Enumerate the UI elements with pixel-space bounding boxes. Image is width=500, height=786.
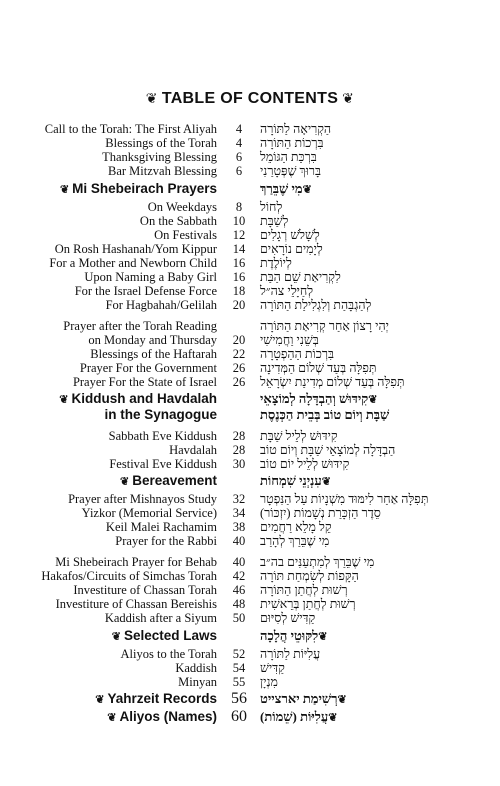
entry-page-number: 40 (232, 534, 246, 548)
entry-page-number: 16 (232, 270, 246, 284)
entry-page-number: 16 (232, 256, 246, 270)
entry-page-number: 22 (232, 347, 246, 361)
ornament-icon: ❦ (95, 694, 105, 706)
section-english-title (104, 406, 217, 424)
ornament-left-icon: ❦ (145, 90, 158, 106)
ornament-icon: ❦ (111, 631, 121, 643)
entry-hebrew-title: הַקְרִיאָה לַתּוֹרָה (260, 122, 332, 136)
entry-english-title: Festival Eve Kiddush (109, 457, 217, 471)
entry-hebrew-title: רְשׁוּת לְחֲתַן בְּרֵאשִׁית (260, 597, 356, 611)
entry-english-title: on Monday and Thursday (88, 333, 217, 347)
entry-page-number: 26 (232, 375, 246, 389)
entry-english-title: On Festivals (154, 228, 217, 242)
entry-hebrew-title: תְּפִלָּה בְּעַד שְׁלוֹם הַמְּדִינָה (260, 361, 377, 375)
entry-hebrew-title: בָּרוּךְ שֶׁפְּטָרַנִי (260, 164, 322, 178)
entry-hebrew-title: קַדִּישׁ לְסִיּוּם (260, 611, 316, 625)
entry-page-number: 26 (232, 361, 246, 375)
ornament-icon: ❦ (119, 476, 130, 488)
entry-english-title: Prayer for the Rabbi (115, 534, 217, 548)
entry-page-number: 38 (232, 520, 246, 534)
section-heading[interactable] (0, 690, 500, 708)
ornament-icon: ❦ (368, 394, 378, 406)
section-english-text: Selected Laws (123, 628, 217, 643)
entry-hebrew-title: קַדִּישׁ (260, 661, 285, 675)
entry-english-title: Keil Malei Rachamim (105, 520, 217, 534)
toc-entry[interactable] (0, 533, 500, 549)
ornament-icon: ❦ (321, 476, 331, 488)
entry-page-number: 20 (232, 298, 246, 312)
entry-hebrew-title: סֵדֶר הַזְכָּרַת נְשָׁמוֹת (יִזְכּוֹר) (260, 506, 381, 520)
entry-english-title: On Rosh Hashanah/Yom Kippur (54, 242, 217, 256)
entry-english-title: Kaddish after a Siyum (104, 611, 217, 625)
entry-hebrew-title: בְּשֵׁנִי וַחֲמִישִׁי (260, 333, 319, 347)
section-hebrew-title (260, 406, 389, 424)
entry-english-title: Thanksgiving Blessing (102, 150, 217, 164)
section-english-text: in the Synagogue (104, 407, 217, 422)
entry-hebrew-title: תְּפִלָּה בְּעַד שְׁלוֹם מְדִינַת יִשְׂרָאֵל (260, 375, 405, 389)
entry-english-title: Prayer For the Government (79, 361, 217, 375)
entry-english-title: On Weekdays (147, 200, 217, 214)
entry-english-title: Mi Shebeirach Prayer for Behab (55, 555, 217, 569)
entry-english-title: Prayer after the Torah Reading (63, 319, 217, 333)
section-hebrew-text: עִנְיְנֵי שִׁמְחוֹת (260, 473, 322, 488)
section-heading[interactable] (0, 180, 500, 198)
ornament-icon: ❦ (328, 712, 338, 724)
ornament-right-icon: ❦ (342, 90, 355, 106)
section-english-text: Mi Shebeirach Prayers (72, 181, 217, 196)
entry-english-title: Blessings of the Torah (105, 136, 217, 150)
toc-title (0, 90, 500, 108)
entry-hebrew-title: לְחַיָּלֵי צה״ל (260, 284, 314, 298)
entry-hebrew-title: קִידּוּשׁ לְלֵיל שַׁבָּת (260, 429, 338, 443)
section-hebrew-title (260, 627, 330, 646)
section-hebrew-text: קִידּוּשׁ וְהַבְדָּלָה לְמוֹצָאֵי (260, 391, 369, 406)
section-hebrew-text: רְשִׁימַת יארצייט (260, 691, 338, 706)
entry-english-title: Havdalah (169, 443, 217, 457)
entry-hebrew-title: לְיָמִים נוֹרָאִים (260, 242, 323, 256)
entry-english-title: Prayer after Mishnayos Study (68, 492, 217, 506)
section-hebrew-title (260, 472, 334, 491)
section-hebrew-text: מִי שֶׁבֵּרַךְ (260, 181, 303, 196)
title-text: TABLE OF CONTENTS (161, 90, 339, 107)
section-hebrew-title (260, 180, 315, 199)
entry-english-title: Yizkor (Memorial Service) (81, 506, 217, 520)
entry-english-title: For Hagbahah/Gelilah (105, 298, 217, 312)
section-hebrew-title (260, 708, 340, 727)
section-heading[interactable] (0, 708, 500, 726)
entry-page-number: 30 (232, 457, 246, 471)
toc-entry[interactable] (0, 163, 500, 179)
ornament-icon: ❦ (318, 631, 328, 643)
entry-english-title: Hakafos/Circuits of Simchas Torah (41, 569, 217, 583)
section-heading[interactable] (0, 627, 500, 645)
entry-page-number: 28 (232, 429, 246, 443)
ornament-icon: ❦ (59, 394, 69, 406)
section-page-number: 56 (231, 690, 247, 707)
entry-english-title: On the Sabbath (139, 214, 217, 228)
entry-hebrew-title: מִנְיָן (260, 675, 278, 689)
entry-hebrew-title: בִּרְכוֹת הַתּוֹרָה (260, 136, 324, 150)
entry-page-number: 6 (235, 164, 243, 178)
entry-hebrew-title: תְּפִלָּה אַחַר לִימּוּד מִשְׁנָיוֹת עַל הַנִּפְטָר (260, 492, 429, 506)
entry-page-number: 6 (235, 150, 243, 164)
entry-hebrew-title: עֲלִיּוֹת לַתּוֹרָה (260, 647, 321, 661)
entry-page-number: 34 (232, 506, 246, 520)
section-heading[interactable] (0, 472, 500, 490)
entry-page-number: 4 (235, 122, 243, 136)
section-hebrew-text: עֲלִיּוֹת (שֵׁמוֹת) (260, 709, 329, 724)
toc-entry[interactable] (0, 610, 500, 626)
entry-hebrew-title: מִי שֶׁבֵּרַךְ לְהָרַב (260, 534, 330, 548)
entry-page-number: 48 (232, 597, 246, 611)
entry-english-title: Investiture of Chassan Torah (73, 583, 217, 597)
entry-english-title: Minyan (178, 675, 217, 689)
ornament-icon: ❦ (302, 184, 312, 196)
ornament-icon: ❦ (337, 694, 347, 706)
section-english-title (60, 180, 217, 199)
entry-hebrew-title: בִּרְכַּת הַגּוֹמֵל (260, 150, 317, 164)
entry-hebrew-title: לְהַגְבָּהַת וְלִגְלִילַת הַתּוֹרָה (260, 298, 372, 312)
entry-hebrew-title: לְשָׁלֹשׁ רְגָלִים (260, 228, 320, 242)
entry-english-title: Prayer For the State of Israel (72, 375, 217, 389)
entry-hebrew-title: קִידּוּשׁ לְלֵיל יוֹם טוֹב (260, 457, 350, 471)
entry-english-title: Bar Mitzvah Blessing (107, 164, 217, 178)
section-english-title (112, 627, 217, 646)
entry-page-number: 18 (232, 284, 246, 298)
ornament-icon: ❦ (59, 184, 70, 196)
entry-hebrew-title: הַבְדָּלָה לְמוֹצָאֵי שַׁבָּת וְיוֹם טוֹב (260, 443, 396, 457)
entry-page-number: 42 (232, 569, 246, 583)
section-english-title (120, 472, 217, 491)
entry-page-number: 40 (232, 555, 246, 569)
entry-hebrew-title: לִקְרִיאַת שֵׁם הַבַּת (260, 270, 341, 284)
section-english-text: Bereavement (132, 473, 217, 488)
entry-page-number: 10 (232, 214, 246, 228)
entry-english-title: Kaddish (175, 661, 217, 675)
entry-page-number: 55 (232, 675, 246, 689)
entry-page-number: 52 (232, 647, 246, 661)
entry-hebrew-title: יְהִי רָצוֹן אַחַר קְרִיאַת הַתּוֹרָה (260, 319, 389, 333)
entry-page-number: 50 (232, 611, 246, 625)
entry-page-number: 46 (232, 583, 246, 597)
entry-hebrew-title: קֵל מָלֵא רַחֲמִים (260, 520, 332, 534)
entry-page-number: 8 (235, 200, 243, 214)
section-hebrew-text: לִקּוּטֵי הֲלָכָה (260, 628, 319, 643)
entry-english-title: Investiture of Chassan Bereishis (55, 597, 217, 611)
entry-hebrew-title: לְשַׁבָּת (260, 214, 289, 228)
entry-page-number: 32 (232, 492, 246, 506)
section-hebrew-title (260, 690, 350, 709)
entry-english-title: Sabbath Eve Kiddush (108, 429, 217, 443)
section-hebrew-text: שַׁבָּת וְיוֹם טוֹב בְּבֵית הַכְּנֶסֶת (260, 407, 390, 422)
entry-hebrew-title: הַקָּפוֹת לְשִׂמְחַת תּוֹרָה (260, 569, 359, 583)
entry-english-title: Aliyos to the Torah (120, 647, 217, 661)
toc-entry[interactable] (0, 297, 500, 313)
entry-hebrew-title: רְשׁוּת לְחֲתַן הַתּוֹרָה (260, 583, 348, 597)
entry-hebrew-title: בִּרְכוֹת הַהַפְטָרָה (260, 347, 335, 361)
toc-entry[interactable] (0, 374, 500, 390)
entry-hebrew-title: מִי שֶׁבֵּרַךְ לְמִתְעַנִּים בה״ב (260, 555, 375, 569)
section-page-number: 60 (231, 708, 247, 725)
entry-page-number: 4 (235, 136, 243, 150)
entry-english-title: For the Israel Defense Force (74, 284, 217, 298)
entry-english-title: Call to the Torah: The First Aliyah (44, 122, 217, 136)
section-english-title (95, 690, 217, 709)
section-english-title (107, 708, 217, 727)
entry-english-title: Blessings of the Haftarah (90, 347, 217, 361)
entry-page-number: 54 (232, 661, 246, 675)
entry-english-title: For a Mother and Newborn Child (49, 256, 217, 270)
section-english-text: Yahrzeit Records (107, 691, 217, 706)
entry-hebrew-title: לְחוֹל (260, 200, 283, 214)
section-english-text: Aliyos (Names) (119, 709, 217, 724)
entry-page-number: 28 (232, 443, 246, 457)
entry-page-number: 20 (232, 333, 246, 347)
toc-entry[interactable] (0, 456, 500, 472)
toc-entry[interactable] (0, 674, 500, 690)
entry-page-number: 12 (232, 228, 246, 242)
section-heading[interactable] (0, 406, 500, 424)
entry-english-title: Upon Naming a Baby Girl (84, 270, 217, 284)
ornament-icon: ❦ (107, 712, 117, 724)
entry-page-number: 14 (232, 242, 246, 256)
section-english-text: Kiddush and Havdalah (71, 391, 217, 406)
entry-hebrew-title: לְיוֹלֶדֶת (260, 256, 292, 270)
